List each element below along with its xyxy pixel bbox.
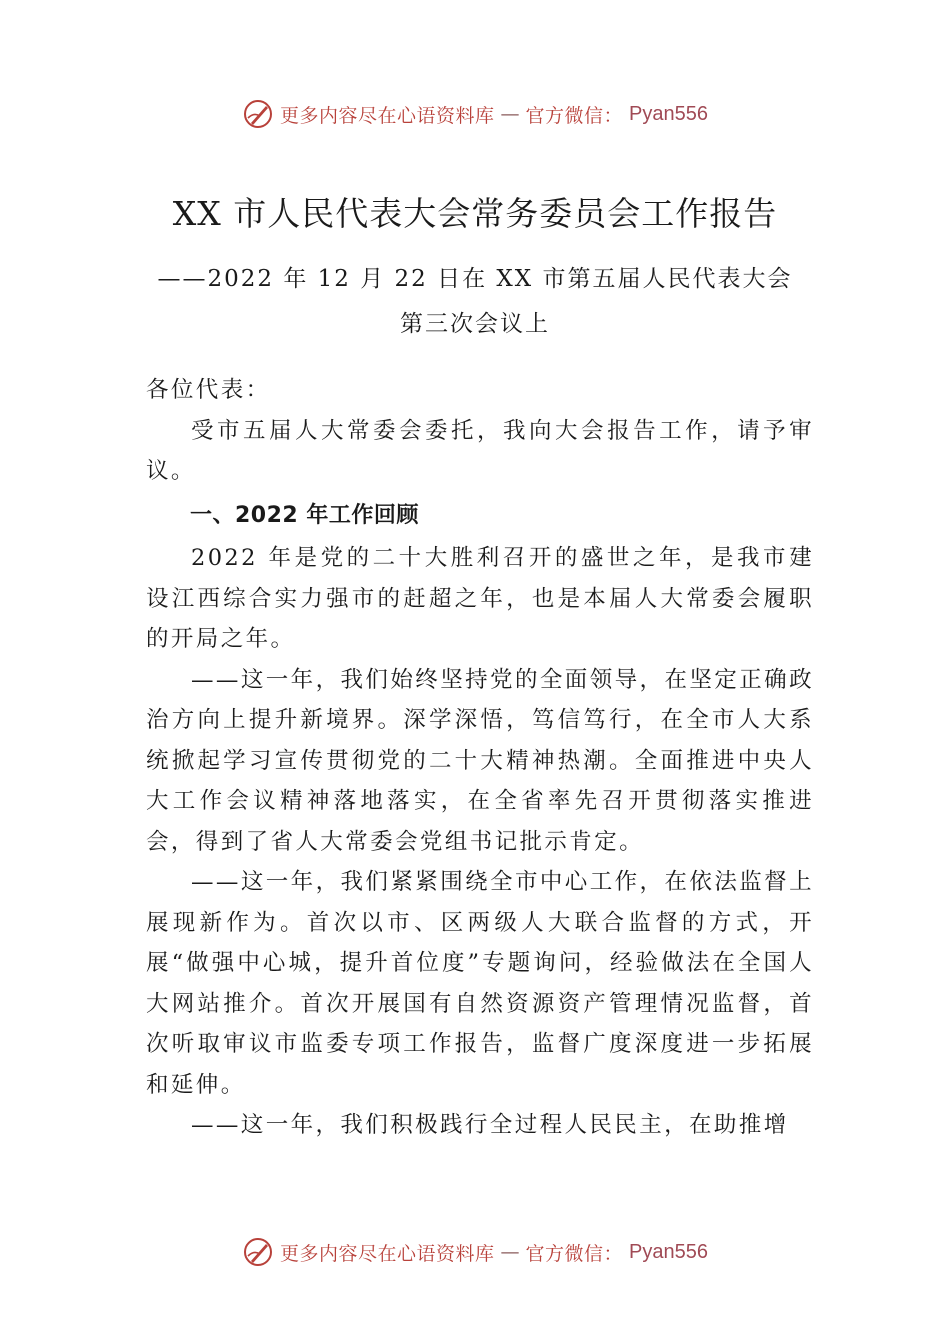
pen-logo-icon: [242, 98, 274, 130]
watermark-handle: Pyan556: [629, 1240, 708, 1263]
document-subtitle-line1: ——2022 年 12 月 22 日在 XX 市第五届人民代表大会: [157, 266, 793, 292]
paragraph: 2022 年是党的二十大胜利召开的盛世之年，是我市建设江西综合实力强市的赶超之年，也是本届人大常委会履职的开局之年。: [146, 545, 814, 652]
document-title: XX 市人民代表大会常务委员会工作报告: [172, 194, 778, 233]
paragraph: ——这一年，我们始终坚持党的全面领导，在坚定正确政治方向上提升新境界。深学深悟，笃信笃行，在全市人大系统掀起学习宣传贯彻党的二十大精神热潮。全面推进中央人大工作会议精神落地落实，在全省率先召开贯彻落实推进会，得到了省人大常委会党组书记批示肯定。: [146, 666, 814, 855]
watermark-dash: —: [500, 103, 520, 125]
watermark-dash: —: [500, 1241, 520, 1263]
paragraph: ——这一年，我们积极践行全过程人民民主，在助推增: [191, 1112, 789, 1138]
watermark-text: 更多内容尽在心语资料库: [280, 104, 495, 127]
document-subtitle-line2: 第三次会议上: [400, 311, 550, 337]
salutation: 各位代表：: [146, 377, 271, 403]
watermark-label: 官方微信：: [525, 1242, 624, 1265]
watermark-text: 更多内容尽在心语资料库: [280, 1242, 495, 1265]
section-heading: 一、2022 年工作回顾: [190, 502, 419, 528]
watermark-handle: Pyan556: [629, 102, 708, 125]
watermark-header: [0, 94, 950, 134]
paragraph: ——这一年，我们紧紧围绕全市中心工作，在依法监督上展现新作为。首次以市、区两级人大联合监督的方式，开展“做强中心城，提升首位度”专题询问，经验做法在全国人大网站推介。首次开展国有自然资源资产管理情况监督，首次听取审议市监委专项工作报告，监督广度深度进一步拓展和延伸。: [146, 869, 814, 1098]
pen-logo-icon: [242, 1236, 274, 1268]
watermark-footer: [0, 1232, 950, 1272]
document-body: [146, 370, 814, 1146]
paragraph: 受市五届人大常委会委托，我向大会报告工作，请予审议。: [146, 417, 814, 484]
watermark-label: 官方微信：: [525, 104, 624, 127]
